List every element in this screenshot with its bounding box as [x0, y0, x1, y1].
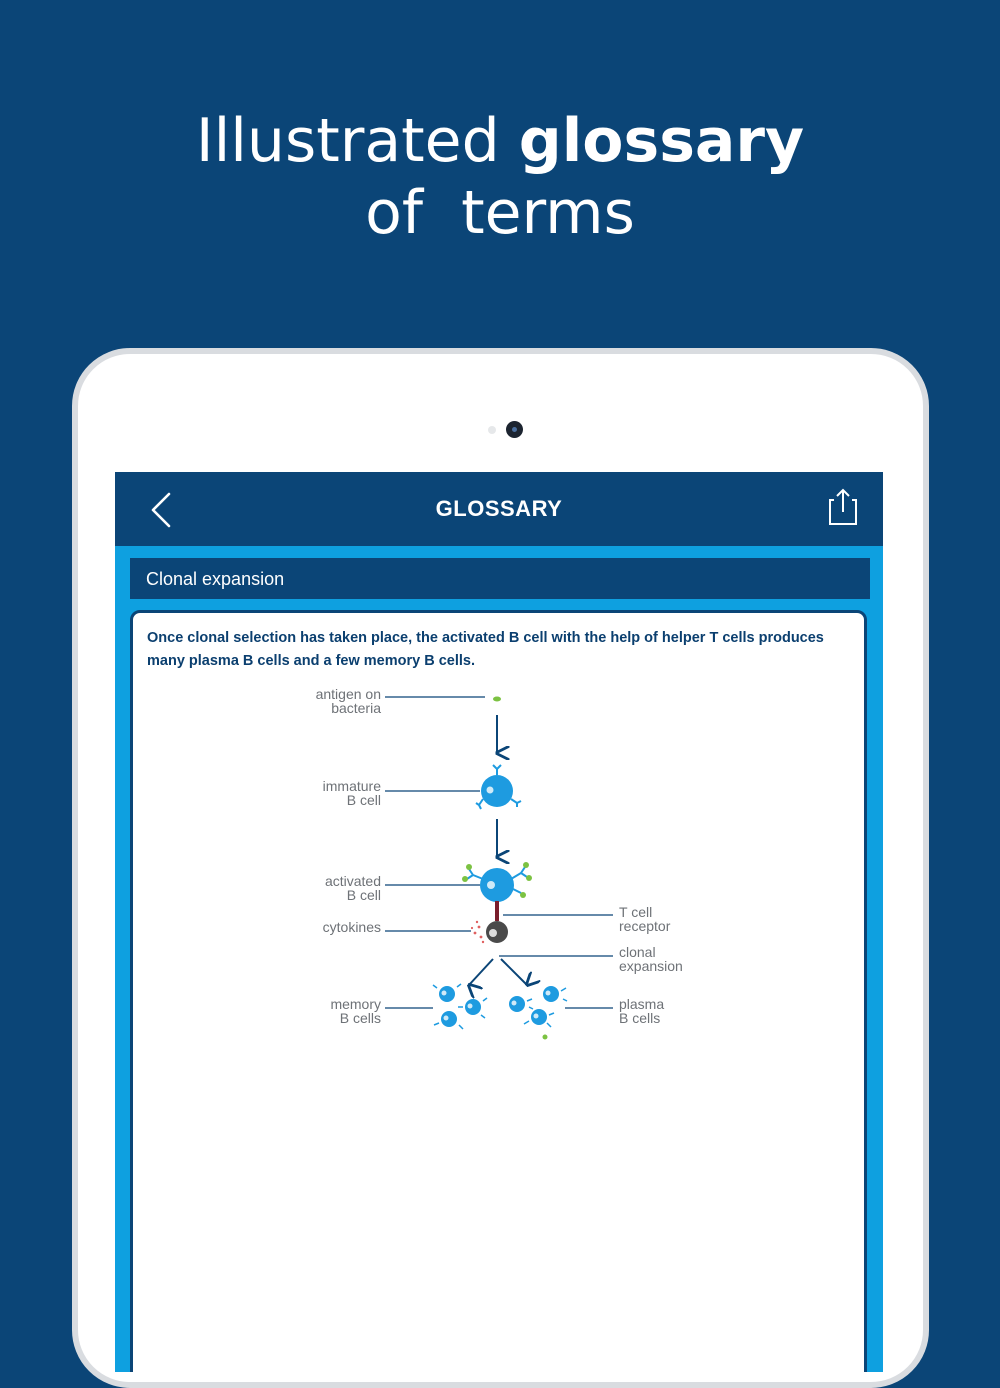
headline-word-illustrated: Illustrated — [195, 106, 500, 176]
term-title: Clonal expansion — [146, 569, 285, 589]
label-immature-1: immature — [322, 778, 381, 794]
label-memory-1: memory — [330, 996, 381, 1012]
headline-word-glossary: glossary — [518, 106, 805, 176]
label-plasma-1: plasma — [619, 996, 665, 1012]
label-cytokines: cytokines — [322, 919, 381, 935]
arrow-right — [501, 959, 527, 985]
immature-b-cell — [476, 765, 521, 809]
headline-line-2: of terms — [365, 178, 635, 248]
label-activated-2: B cell — [346, 887, 381, 903]
activated-b-cell — [462, 862, 532, 921]
memory-b-cells — [433, 984, 487, 1029]
label-clonal-2: expansion — [619, 958, 683, 974]
label-immature-2: B cell — [346, 792, 381, 808]
headline-line-1 — [0, 105, 1000, 177]
label-tcr-2: receptor — [619, 918, 671, 934]
label-antigen-1: antigen on — [315, 686, 381, 702]
camera — [506, 421, 523, 438]
sensor-dot — [488, 426, 496, 434]
clonal-expansion-diagram — [133, 613, 864, 1113]
share-button[interactable] — [821, 486, 861, 530]
label-activated-1: activated — [324, 873, 381, 889]
label-clonal-1: clonal — [619, 944, 656, 960]
label-antigen-2: bacteria — [331, 700, 381, 716]
page-title: GLOSSARY — [435, 496, 563, 521]
promo-headline — [0, 105, 1000, 249]
antigen-shape — [493, 697, 501, 702]
term-header — [130, 558, 870, 599]
app-bar — [115, 472, 883, 546]
share-icon — [821, 486, 861, 530]
term-content — [130, 610, 867, 1372]
term-definition: Once clonal selection has taken place, the activated B cell with the help of helper T cells produces many plasma B cells and a few memory B cells. — [147, 630, 824, 669]
label-plasma-2: B cells — [619, 1010, 661, 1026]
helper-t-cell — [471, 921, 508, 943]
arrow-left — [469, 959, 493, 985]
label-tcr-1: T cell — [619, 904, 653, 920]
app-screen — [115, 472, 883, 1372]
label-memory-2: B cells — [339, 1010, 381, 1026]
plasma-b-cells — [509, 986, 567, 1040]
